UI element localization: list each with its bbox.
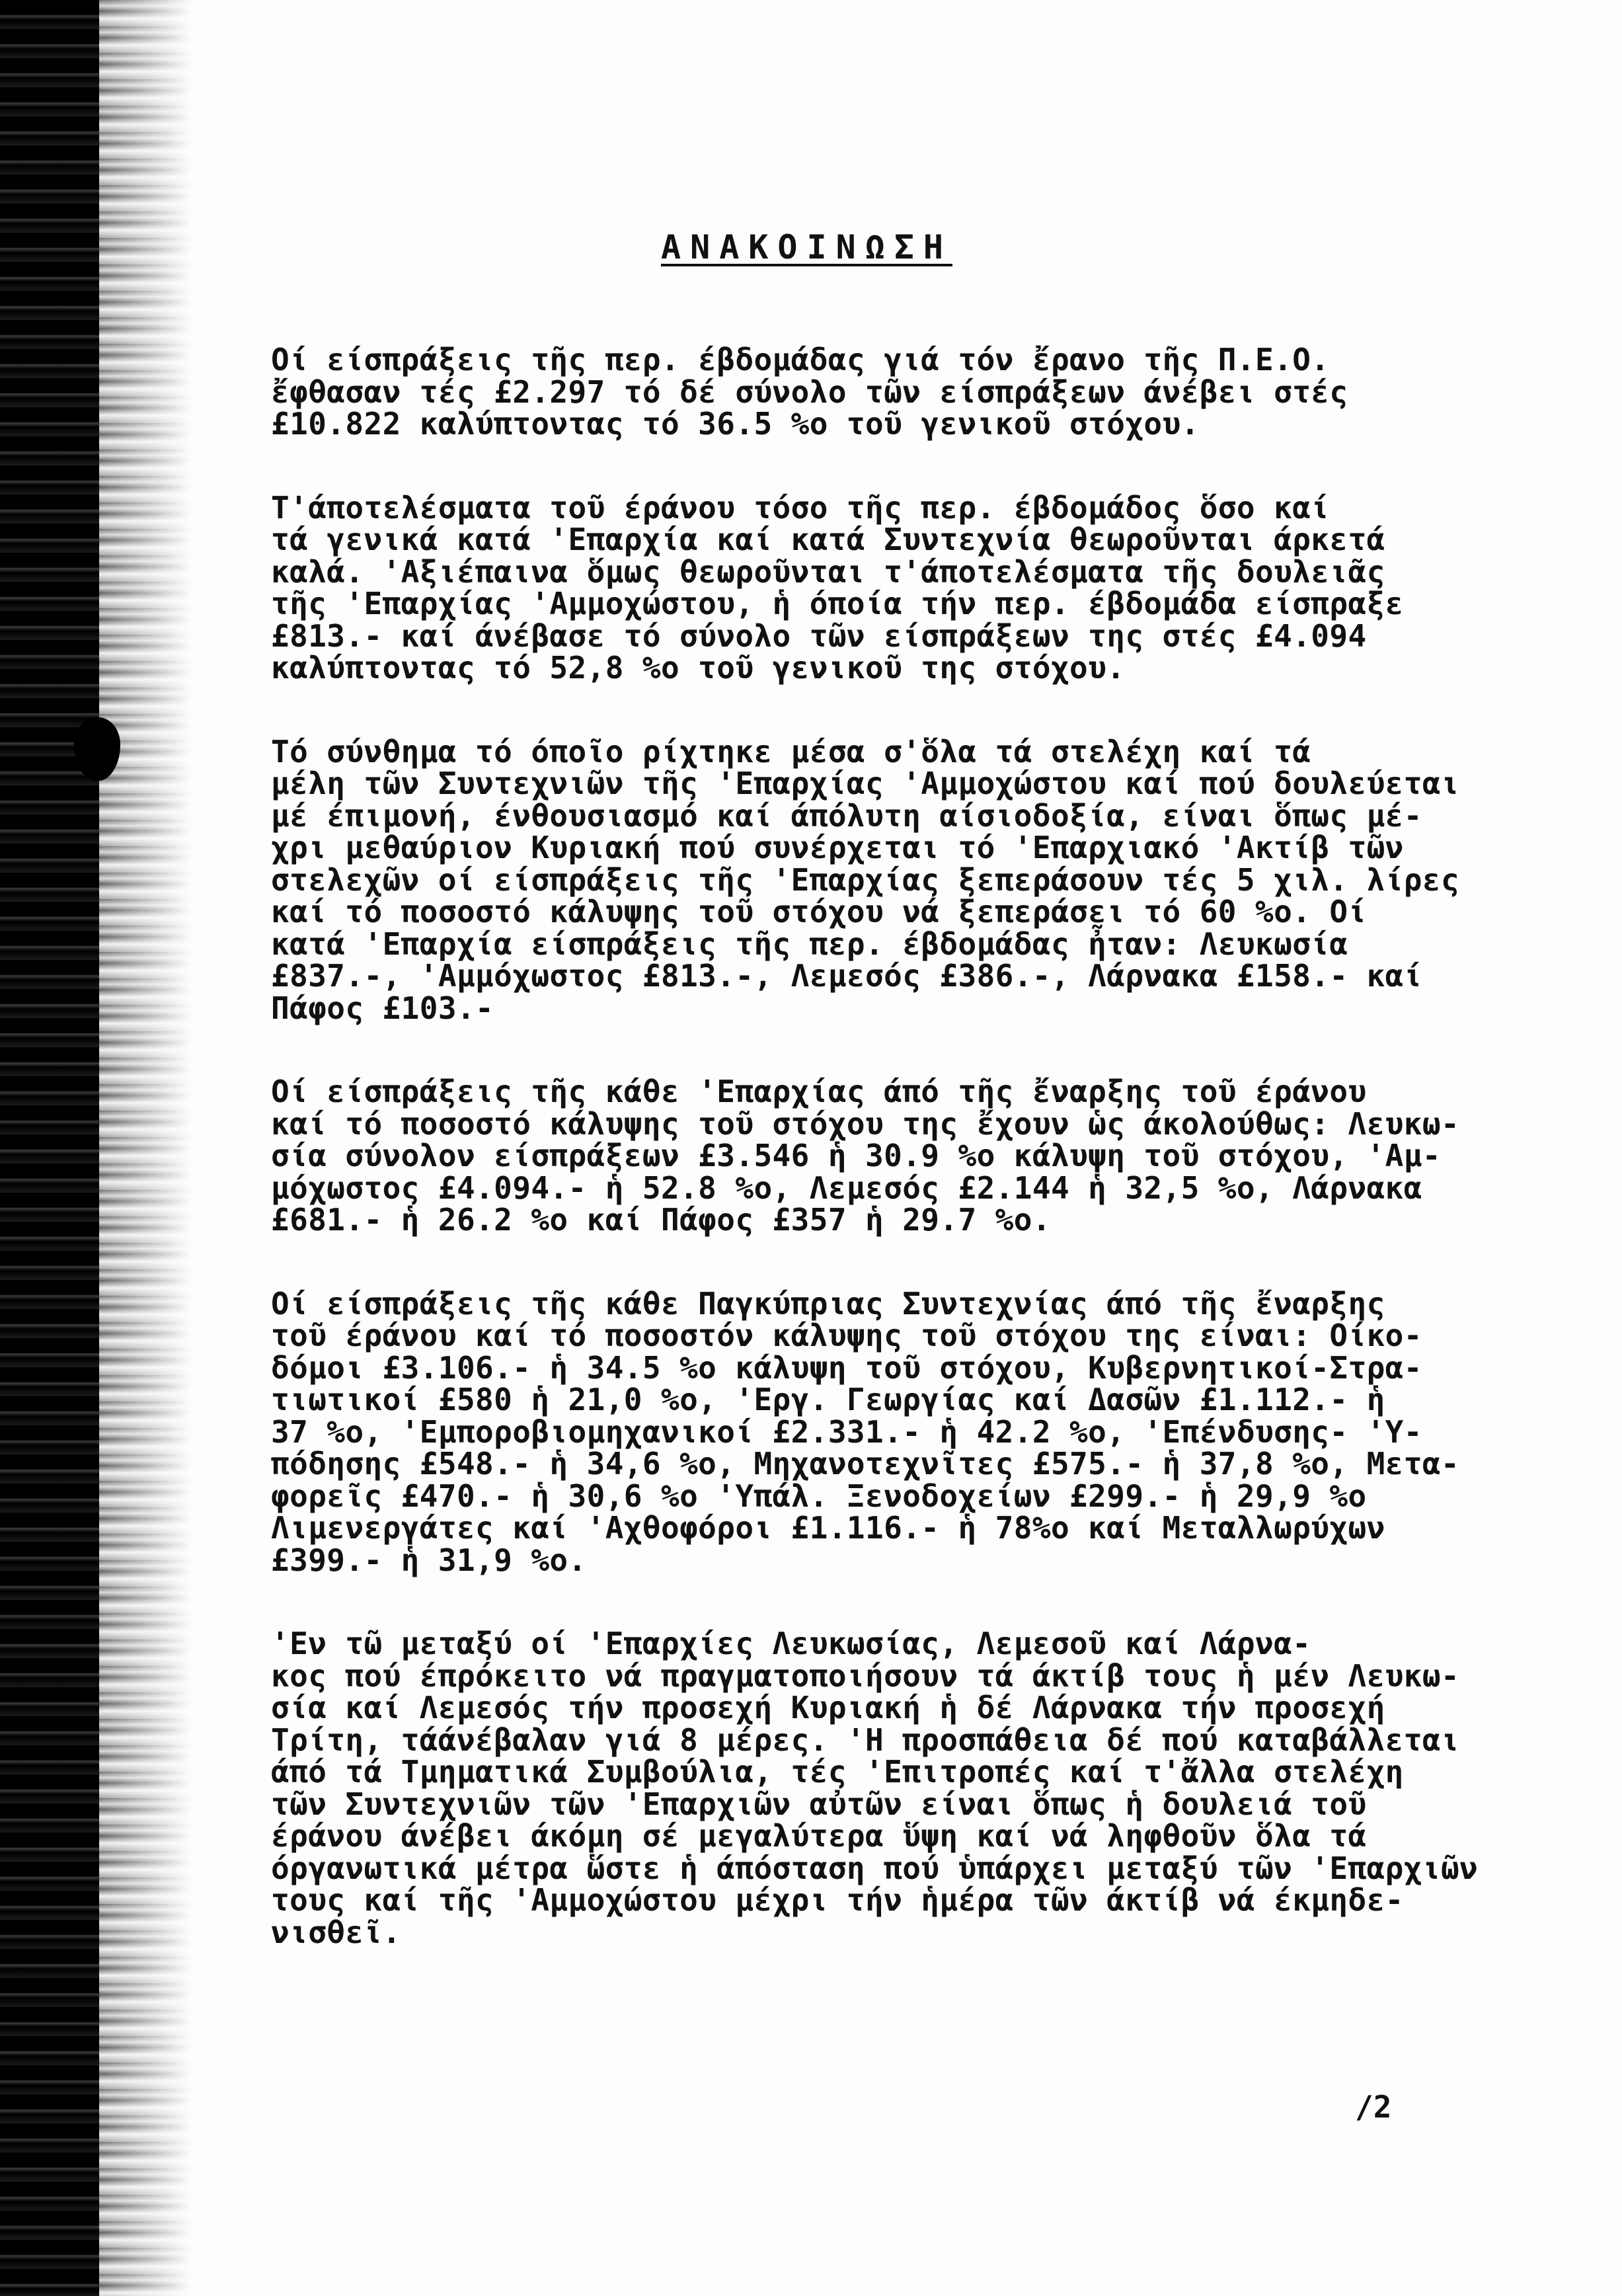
text-line: άπό τά Τμηματικά Συμβούλια, τές 'Επιτροπές καί τ'ἄλλα στελέχη — [271, 1754, 1404, 1790]
text-line: σία καί Λεμεσός τήν προσεχή Κυριακή ἡ δέ Λάρνακα τήν προσεχή — [271, 1690, 1385, 1725]
document-body — [271, 344, 1547, 2000]
text-line: κος πού έπρόκειτο νά πραγματοποιήσουν τά άκτίβ τους ἡ μέν Λευκω- — [271, 1657, 1460, 1694]
text-line: δόμοι £3.106.- ἡ 34.5 %ο κάλυψη τοῦ στόχου, Κυβερνητικοί-Στρα- — [271, 1349, 1422, 1386]
text-line: Πάφος £103.- — [271, 990, 494, 1026]
text-line: Οί είσπράξεις τῆς περ. έβδομάδας γιά τόν ἔρανο τῆς Π.Ε.Ο. — [271, 342, 1330, 377]
text-line: 'Εν τῶ μεταξύ οί 'Επαρχίες Λευκωσίας, Λεμεσοῦ καί Λάρνα- — [271, 1626, 1311, 1661]
text-line: τοῦ έράνου καί τό ποσοστόν κάλυψης τοῦ στόχου της είναι: Οίκο- — [271, 1318, 1422, 1353]
text-line: νισθεῖ. — [271, 1914, 401, 1950]
text-line: ἔφθασαν τές £2.297 τό δέ σύνολο τῶν είσπράξεων άνέβει στές — [271, 374, 1348, 410]
text-line: £681.- ἡ 26.2 %ο καί Πάφος £357 ἡ 29.7 %ο. — [271, 1202, 1051, 1238]
text-line: Λιμενεργάτες καί 'Αχθοφόροι £1.116.- ἡ 78%ο καί Μεταλλωρύχων — [271, 1510, 1385, 1546]
paragraph — [271, 1076, 1547, 1236]
paragraph — [271, 1628, 1547, 1948]
text-line: μέ έπιμονή, ένθουσιασμό καί άπόλυτη αίσιοδοξία, είναι ὅπως μέ- — [271, 797, 1422, 834]
text-line: καί τό ποσοστό κάλυψης τοῦ στόχου της ἔχουν ὡς άκολούθως: Λευκω- — [271, 1105, 1460, 1142]
text-line: όργανωτικά μέτρα ὥστε ἡ άπόσταση πού ὑπάρχει μεταξύ τῶν 'Επαρχιῶν — [271, 1850, 1479, 1886]
text-line: τῆς 'Επαρχίας 'Αμμοχώστου, ἡ όποία τήν περ. έβδομάδα είσπραξε — [271, 586, 1404, 621]
text-line: Οί είσπράξεις τῆς κάθε Παγκύπριας Συντεχνίας άπό τῆς ἔναρξης — [271, 1285, 1385, 1322]
text-line: τῶν Συντεχνιῶν τῶν 'Επαρχιῶν αὐτῶν είναι ὅπως ἡ δουλειά τοῦ — [271, 1786, 1367, 1822]
text-line: Οί είσπράξεις τῆς κάθε 'Επαρχίας άπό τῆς ἔναρξης τοῦ έράνου — [271, 1074, 1367, 1109]
text-line: τους καί τῆς 'Αμμοχώστου μέχρι τήν ἡμέρα τῶν άκτίβ νά έκμηδε- — [271, 1882, 1404, 1918]
text-line: έράνου άνέβει άκόμη σέ μεγαλύτερα ὕψη καί νά ληφθοῦν ὅλα τά — [271, 1818, 1367, 1854]
text-line: 37 %ο, 'Εμποροβιομηχανικοί £2.331.- ἡ 42.2 %ο, 'Επένδυσης- 'Υ- — [271, 1413, 1422, 1450]
text-line: Τρίτη, τάάνέβαλαν γιά 8 μέρες. 'Η προσπάθεια δέ πού καταβάλλεται — [271, 1722, 1460, 1758]
page-number: /2 — [1355, 2089, 1392, 2125]
text-line: £10.822 καλύπτοντας τό 36.5 %ο τοῦ γενικοῦ στόχου. — [271, 406, 1200, 442]
text-line: μόχωστος £4.094.- ἡ 52.8 %ο, Λεμεσός £2.144 ἡ 32,5 %ο, Λάρνακα — [271, 1169, 1422, 1206]
text-line: φορεῖς £470.- ἡ 30,6 %ο 'Υπάλ. Ξενοδοχείων £299.- ἡ 29,9 %ο — [271, 1478, 1367, 1514]
text-line: στελεχῶν οί είσπράξεις τῆς 'Επαρχίας ξεπεράσουν τές 5 χιλ. λίρες — [271, 861, 1460, 898]
text-line: τιωτικοί £580 ἡ 21,0 %ο, 'Εργ. Γεωργίας καί Δασῶν £1.112.- ἡ — [271, 1382, 1385, 1417]
paragraph — [271, 1285, 1547, 1578]
text-line: χρι μεθαύριον Κυριακή πού συνέρχεται τό 'Επαρχιακό 'Ακτίβ τῶν — [271, 830, 1404, 865]
text-line: καλύπτοντας τό 52,8 %ο τοῦ γενικοῦ της στόχου. — [271, 650, 1126, 686]
paragraph — [271, 344, 1547, 440]
paragraph — [271, 733, 1547, 1026]
text-line: μέλη τῶν Συντεχνιῶν τῆς 'Επαρχίας 'Αμμοχώστου καί πού δουλεύεται — [271, 766, 1460, 801]
document-title: ΑΝΑΚΟΙΝΩΣΗ — [661, 228, 953, 266]
binding-shadow — [99, 0, 192, 2296]
text-line: Τό σύνθημα τό όποῖο ρίχτηκε μέσα σ'ὅλα τά στελέχη καί τά — [271, 733, 1311, 770]
text-line: £813.- καί άνέβασε τό σύνολο τῶν είσπράξεων της στές £4.094 — [271, 617, 1367, 654]
text-line: £399.- ἡ 31,9 %ο. — [271, 1542, 587, 1578]
text-line: κατά 'Επαρχία είσπράξεις τῆς περ. έβδομάδας ἦταν: Λευκωσία — [271, 926, 1348, 962]
text-line: πόδησης £548.- ἡ 34,6 %ο, Μηχανοτεχνῖτες £575.- ἡ 37,8 %ο, Μετα- — [271, 1446, 1460, 1482]
text-line: Τ'άποτελέσματα τοῦ έράνου τόσο τῆς περ. έβδομάδος ὅσο καί — [271, 489, 1330, 526]
text-line: τά γενικά κατά 'Επαρχία καί κατά Συντεχνία θεωροῦνται άρκετά — [271, 522, 1385, 557]
text-line: σία σύνολον είσπράξεων £3.546 ἡ 30.9 %ο κάλυψη τοῦ στόχου, 'Αμ- — [271, 1138, 1441, 1173]
paragraph — [271, 489, 1547, 686]
text-line: καλά. 'Αξιέπαινα ὅμως θεωροῦνται τ'άποτελέσματα τῆς δουλειᾶς — [271, 553, 1385, 590]
text-line: £837.-, 'Αμμόχωστος £813.-, Λεμεσός £386.-, Λάρνακα £158.- καί — [271, 958, 1422, 994]
binding-edge — [0, 0, 99, 2296]
text-line: καί τό ποσοστό κάλυψης τοῦ στόχου νά ξεπεράσει τό 60 %ο. Οί — [271, 894, 1367, 930]
